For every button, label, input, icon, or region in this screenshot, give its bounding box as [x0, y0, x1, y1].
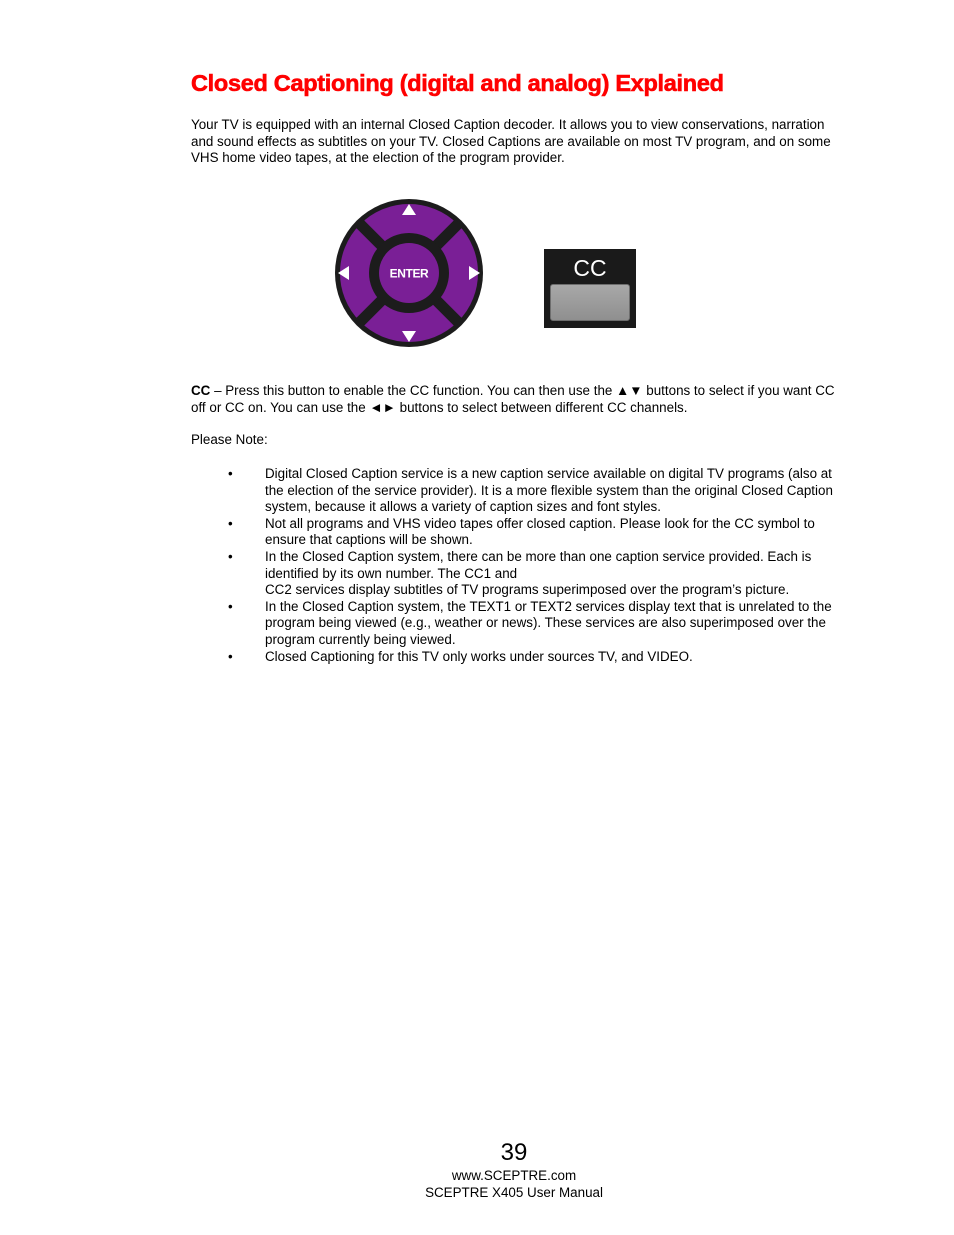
enter-label: ENTER [389, 266, 429, 281]
please-note-label: Please Note: [191, 432, 268, 447]
bullet-icon: • [228, 548, 233, 564]
footer-website: www.SCEPTRE.com [451, 1168, 577, 1183]
cc-term: CC [191, 383, 211, 398]
intro-paragraph: Your TV is equipped with an internal Closed Caption decoder. It allows you to view conservations, narration and sound effects as subtitles on your TV. Closed Captions are available on most TV program, and on some VHS home video tapes, at the election of the program provider. [191, 117, 831, 166]
page-number: 39 [500, 1139, 528, 1166]
cc-description-text: – Press this button to enable the CC function. You can then use the ▲▼ buttons to select if you want CC off or CC on. You can use the ◄► buttons to select between different CC channels. [191, 383, 835, 415]
remote-dpad-image [334, 198, 484, 348]
bullet-icon: • [228, 466, 233, 481]
list-item [191, 466, 851, 516]
list-item-text: Digital Closed Caption service is a new caption service available on digital TV programs (also at the election of the service provider). It is a more flexible system than the original Closed Caption system, because it allows a variety of caption sizes and font styles. [265, 466, 833, 515]
footer-manual-name: SCEPTRE X405 User Manual [425, 1185, 603, 1200]
list-item-text: Closed Captioning for this TV only works under sources TV, and VIDEO. [265, 648, 693, 664]
list-item [191, 549, 851, 599]
list-item [191, 599, 851, 649]
cc-button-key [550, 284, 630, 321]
list-item-text: In the Closed Caption system, there can be more than one caption service provided. Each is identified by its own number. The CC1 and CC2 services display subtitles of TV programs superimposed over the program’s picture. [265, 548, 812, 598]
bullet-icon: • [228, 648, 233, 664]
cc-description [191, 383, 851, 416]
cc-button-label: CC [573, 255, 607, 281]
list-item-text: Not all programs and VHS video tapes offer closed caption. Please look for the CC symbol to ensure that captions will be shown. [265, 515, 815, 548]
page-title: Closed Captioning (digital and analog) Explained [191, 70, 724, 96]
cc-button-image [544, 249, 636, 328]
note-bullet-list [191, 466, 851, 665]
bullet-icon: • [228, 598, 233, 614]
bullet-icon: • [228, 515, 233, 531]
list-item-text: In the Closed Caption system, the TEXT1 or TEXT2 services display text that is unrelated to the program being viewed (e.g., weather or news). These services are also superimposed over the program currently being viewed. [265, 598, 832, 647]
list-item [191, 516, 851, 549]
list-item [191, 649, 851, 666]
